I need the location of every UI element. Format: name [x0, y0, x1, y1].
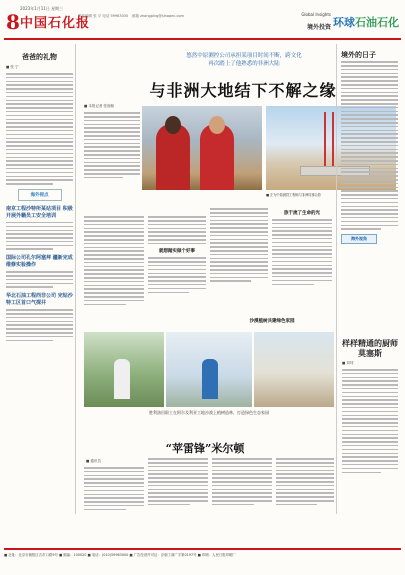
worker-photo: [166, 332, 252, 407]
right-article-text: [341, 61, 398, 230]
left-article-text: [6, 73, 73, 185]
right-feature: [340, 338, 400, 475]
edition-english: Global Insights: [301, 12, 331, 17]
paper-name: 中国石化报: [20, 16, 91, 31]
feature-column-4: [276, 456, 334, 516]
lead-subhead-2: 旅于流了生命的光: [284, 211, 320, 216]
left-subhead-3-text: [6, 309, 73, 341]
left-subhead-3: 华北石油工程西非公司 完钻沙特工区首口气探井: [6, 292, 73, 306]
page-number: 8: [6, 10, 20, 34]
worker-figure: [114, 359, 130, 399]
feature-column-2: [148, 456, 208, 516]
right-feature-heading: 样样精通的厨师莫塞斯: [342, 338, 398, 358]
photo-strip-heading: 沙漠植树共建绿色家园: [249, 319, 295, 324]
feature-column-1: [84, 456, 144, 516]
editor-info: 责任编辑 张 平 电话 59963030: [78, 14, 129, 18]
left-column-byline: ■ 张 宁: [6, 65, 19, 69]
left-subhead-1-text: [6, 222, 73, 250]
photo-strip: [84, 332, 334, 407]
right-column-heading: 境外的日子: [341, 50, 376, 59]
section-title: [333, 14, 399, 30]
person-head: [209, 116, 225, 134]
issue-date: 2023年1月11日 星期三: [20, 6, 64, 11]
feature-headline: “苹雷锋”米尔顿: [165, 442, 245, 455]
page-footer: [4, 548, 401, 570]
right-feature-text: [342, 369, 398, 473]
photo-strip-caption: 胜利油田职工在阿尔及利亚工地沙漠上植树造林，打造绿色生态家园: [149, 410, 269, 415]
right-feature-byline: ■ 刘邦: [342, 361, 354, 365]
section-title-tag: 石油石化: [355, 16, 399, 29]
left-subhead-2: 国际公司孔尔阿塞拜 疆新完成维修实验操作: [6, 254, 73, 268]
lead-photo-caption: ■ 左为中原测控工程师与非洲同事合影: [266, 193, 322, 197]
lead-deck-line-1: 悠然中原测控公司承担某项目时间不断，跨文化: [186, 53, 302, 59]
left-subhead-1: 南京工程沙特所某站项目 积极开展外籍员工安全培训: [6, 205, 73, 219]
email-info: 邮箱 zhangping@sinopec.com: [132, 14, 184, 18]
lead-headline: 与非洲大地结下不解之缘: [149, 81, 337, 100]
rig-tower: [324, 112, 334, 174]
lead-text: [84, 110, 140, 181]
section-title-main: 环球: [333, 16, 355, 29]
overseas-view-logo: 海外视点: [18, 189, 62, 201]
feature-byline: ■ 通讯员: [86, 459, 101, 463]
left-column: [4, 44, 76, 514]
footer-info: ■ 社址：北京市朝阳区吉市口路9号 ■ 邮编：100020 ■ 电话：(010)59963000 ■ 广告经营许可证：京朝工商广字第0197号 ■ 印刷：人民日报印刷厂: [4, 553, 236, 557]
lead-byline: ■ 本报记者 张庭翰: [84, 104, 115, 108]
left-subhead-2-text: [6, 271, 73, 288]
feature-column-3: [212, 456, 272, 516]
masthead: [4, 4, 401, 40]
edition-chinese: 境外投资: [306, 24, 331, 31]
lead-deck-line-2: 再次踏上了他熟悉的非洲大陆: [208, 61, 280, 67]
person-head: [165, 116, 181, 134]
lead-photo-people: [142, 106, 262, 190]
left-column-heading: 爸爸的礼物: [22, 52, 57, 61]
tree-planting-photo: [84, 332, 164, 407]
worker-figure: [202, 359, 218, 399]
desert-site-photo: [254, 332, 334, 407]
overseas-angle-logo: 海外视角: [341, 234, 377, 244]
lead-subhead-1: 就想踏实做个好事: [159, 249, 195, 255]
